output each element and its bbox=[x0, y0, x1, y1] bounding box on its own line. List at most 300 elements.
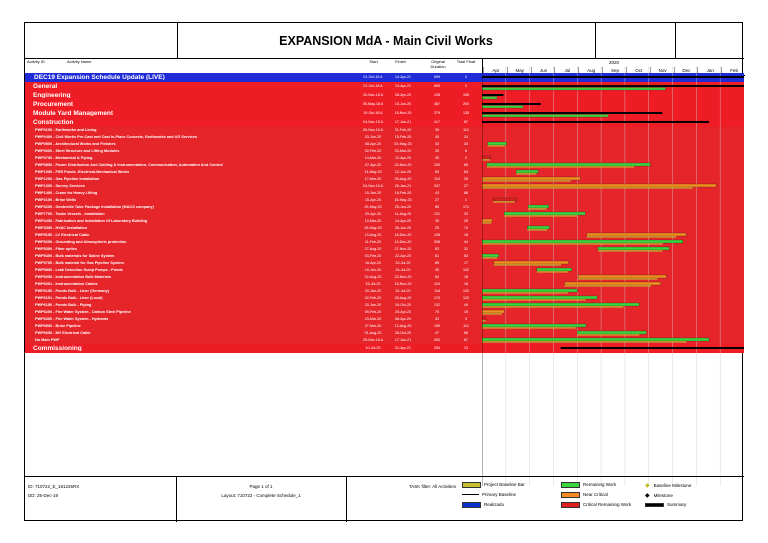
total-float: 18 bbox=[464, 282, 468, 286]
original-duration: 85 bbox=[435, 261, 439, 265]
original-duration: 347 bbox=[434, 184, 440, 188]
total-float: 200 bbox=[463, 102, 469, 106]
original-duration: 110 bbox=[434, 177, 440, 181]
total-float: 44 bbox=[464, 240, 468, 244]
original-duration: 33 bbox=[435, 317, 439, 321]
timeline-month: Aug bbox=[578, 67, 603, 75]
finish-date: 31-Jul-20 bbox=[395, 289, 411, 293]
start-date: 10-Jul-20 bbox=[365, 346, 381, 350]
timeline-month: Apr bbox=[483, 67, 508, 75]
total-float: 17 bbox=[464, 261, 468, 265]
original-duration: 83 bbox=[435, 247, 439, 251]
activity-name: Module Yard Management bbox=[33, 110, 114, 116]
activity-bar[interactable] bbox=[598, 247, 669, 250]
activity-name: PWP1300 - Survey Services bbox=[35, 184, 85, 188]
finish-date: 18-Nov-20 bbox=[394, 111, 412, 115]
activity-bar[interactable] bbox=[482, 156, 491, 159]
original-duration: 899 bbox=[434, 84, 440, 88]
original-duration: 84 bbox=[435, 275, 439, 279]
baseline-bar bbox=[482, 159, 490, 160]
logo-cell bbox=[25, 23, 178, 58]
baseline-bar bbox=[494, 264, 561, 265]
baseline-bar bbox=[482, 243, 663, 244]
activity-bar[interactable] bbox=[504, 212, 585, 215]
legend-label: Project Baseline Bar bbox=[484, 482, 525, 488]
total-float: 31 bbox=[464, 247, 468, 251]
activity-name: PWP5100 - LV Electrical Cable bbox=[35, 233, 90, 237]
original-duration: 43 bbox=[435, 191, 439, 195]
start-date: 28-May-20 bbox=[364, 226, 382, 230]
activity-name: PWP2400 - Fabrication and Installation Of Laboratory Building bbox=[35, 219, 148, 223]
total-float: 74 bbox=[464, 226, 468, 230]
start-date: 15-Jul-20 bbox=[365, 282, 381, 286]
start-date: 04-Nov-18 A bbox=[363, 184, 383, 188]
timeline-month: May bbox=[507, 67, 532, 75]
baseline-bar bbox=[482, 341, 686, 342]
original-duration: 39 bbox=[435, 128, 439, 132]
activity-bar[interactable] bbox=[482, 296, 597, 299]
finish-date: 28-Apr-20 bbox=[395, 93, 411, 97]
activity-name: Engineering bbox=[33, 92, 71, 98]
legend-item bbox=[645, 502, 686, 507]
summary-bar[interactable] bbox=[482, 76, 744, 78]
start-date: 02-Feb-20 bbox=[364, 296, 382, 300]
legend-swatch bbox=[462, 494, 479, 495]
legend-swatch bbox=[462, 482, 481, 488]
baseline-bar bbox=[516, 173, 536, 174]
original-duration: 104 bbox=[434, 282, 440, 286]
original-duration: 263 bbox=[434, 338, 440, 342]
title-block bbox=[25, 23, 744, 59]
start-date: 09-Feb-20 bbox=[364, 310, 382, 314]
baseline-bar bbox=[482, 320, 486, 321]
activity-name: PWP6101 - Ponds Bulk - Liner (Local) bbox=[35, 296, 103, 300]
col-header-activity-name: Activity Name bbox=[67, 59, 92, 64]
total-float: 86 bbox=[464, 191, 468, 195]
activity-name: PWP6001 - Instrumentation Cables bbox=[35, 282, 98, 286]
summary-bar[interactable] bbox=[482, 121, 709, 123]
finish-date: 18-Feb-20 bbox=[394, 191, 412, 195]
activity-name: General bbox=[33, 83, 58, 89]
original-duration: 128 bbox=[434, 233, 440, 237]
start-date: 27-Mar-20 bbox=[364, 324, 382, 328]
start-date: 01-Aug-20 bbox=[364, 331, 382, 335]
timeline-month: Oct bbox=[626, 67, 651, 75]
legend-item bbox=[561, 502, 631, 508]
legend-item bbox=[561, 482, 616, 488]
remaining-bar[interactable] bbox=[482, 115, 608, 118]
finish-date: 25-Jun-20 bbox=[394, 205, 412, 209]
original-duration: 230 bbox=[434, 163, 440, 167]
finish-date: 22-Apr-20 bbox=[395, 254, 411, 258]
finish-date: 14-Apr-20 bbox=[395, 219, 411, 223]
activity-name: PWP7700 - Tanks Vessels - Installation bbox=[35, 212, 105, 216]
col-header-orig-duration: Original Duration bbox=[430, 59, 446, 69]
original-duration: 899 bbox=[434, 75, 440, 79]
original-duration: 159 bbox=[434, 324, 440, 328]
legend-swatch: ◆ bbox=[645, 483, 650, 489]
activity-bar[interactable] bbox=[578, 275, 666, 278]
start-date: 17-Mar-20 bbox=[364, 177, 382, 181]
baseline-bar bbox=[587, 236, 676, 237]
start-date: 29-May-20 bbox=[364, 205, 382, 209]
legend-label: Baseline Milestone bbox=[653, 483, 692, 488]
page-title: EXPANSION MdA - Main Civil Works bbox=[279, 33, 493, 48]
total-float: 87 bbox=[464, 120, 468, 124]
original-duration: 85 bbox=[435, 205, 439, 209]
start-date: 14-May-20 bbox=[364, 170, 382, 174]
baseline-bar bbox=[493, 201, 514, 202]
start-date: 05-May-18 A bbox=[362, 102, 384, 106]
timeline-month: Sep bbox=[602, 67, 627, 75]
original-duration: 417 bbox=[434, 120, 440, 124]
footer-page: Page 1 of 1 bbox=[249, 484, 273, 489]
activity-name: PWP6300 - Fire Water System - Hydrants bbox=[35, 317, 109, 321]
start-date: 20-Jan-20 bbox=[364, 303, 382, 307]
activity-name: Commissioning bbox=[33, 345, 82, 351]
legend-item bbox=[645, 492, 673, 499]
start-date: 29-Nov-18 A bbox=[363, 338, 383, 342]
start-date: 05-Nov-18 A bbox=[363, 128, 383, 132]
total-float: 18 bbox=[464, 275, 468, 279]
activity-bar[interactable] bbox=[537, 268, 572, 271]
original-duration: 47 bbox=[435, 331, 439, 335]
finish-date: 20-Mar-20 bbox=[394, 149, 412, 153]
activity-bar[interactable] bbox=[482, 177, 580, 180]
activity-bar[interactable] bbox=[482, 303, 639, 306]
finish-date: 26-Aug-20 bbox=[394, 296, 412, 300]
legend-label: Near Critical bbox=[583, 492, 608, 498]
total-float: 33 bbox=[464, 212, 468, 216]
start-date: 01-Oct-18 A bbox=[363, 75, 383, 79]
total-float: 3 bbox=[465, 317, 467, 321]
total-float: 6 bbox=[465, 149, 467, 153]
finish-date: 11-Aug-20 bbox=[394, 212, 412, 216]
activity-name: PWP3200 - Geotextile Tube Package Installation (MACS company) bbox=[35, 205, 154, 209]
baseline-bar bbox=[577, 334, 639, 335]
legend-label: Summary bbox=[667, 502, 687, 507]
original-duration: 487 bbox=[434, 102, 440, 106]
finish-date: 14-Dec-20 bbox=[394, 240, 412, 244]
activity-bar[interactable] bbox=[493, 198, 517, 201]
activity-bar[interactable] bbox=[482, 338, 709, 341]
legend-swatch bbox=[561, 492, 580, 498]
timeline-month: Feb bbox=[721, 67, 746, 75]
activity-name: PWP6000 - Instrumentation Bulk Materials bbox=[35, 275, 111, 279]
baseline-bar bbox=[528, 208, 547, 209]
baseline-bar bbox=[482, 299, 586, 300]
legend-item bbox=[645, 482, 691, 489]
original-duration: 173 bbox=[434, 296, 440, 300]
activity-bar[interactable] bbox=[494, 261, 569, 264]
legend-item bbox=[462, 502, 504, 508]
col-header-finish: Finish bbox=[395, 59, 406, 64]
activity-name: PWP6100 - Ponds Bulk - Liner (Germany) bbox=[35, 289, 110, 293]
col-header-start: Start bbox=[369, 59, 378, 64]
total-float: 18 bbox=[464, 233, 468, 237]
activity-name: PWP1400 - Crane for Heavy Lifting bbox=[35, 191, 98, 195]
legend-item bbox=[561, 492, 608, 498]
original-duration: 128 bbox=[434, 93, 440, 97]
original-duration: 308 bbox=[434, 240, 440, 244]
footer-dd: DD: 25-Dec-19 bbox=[28, 493, 59, 498]
finish-date: 02-May-20 bbox=[394, 142, 412, 146]
baseline-bar bbox=[482, 292, 568, 293]
activity-name: PWP0700 - Mechanical & Piping bbox=[35, 156, 93, 160]
baseline-bar bbox=[527, 229, 547, 230]
finish-date: 23-Nov-20 bbox=[394, 275, 412, 279]
legend-label: Realizado bbox=[484, 502, 505, 508]
total-float: 34 bbox=[464, 142, 468, 146]
original-duration: 132 bbox=[434, 303, 440, 307]
activity-bar[interactable] bbox=[482, 289, 577, 292]
total-float: 171 bbox=[463, 205, 469, 209]
remaining-bar[interactable] bbox=[482, 106, 523, 109]
total-float: 2 bbox=[465, 156, 467, 160]
legend-footer bbox=[25, 476, 744, 522]
start-date: 03-Feb-20 bbox=[364, 254, 382, 258]
timeline-month: Nov bbox=[650, 67, 675, 75]
remaining-bar[interactable] bbox=[482, 88, 665, 91]
start-date: 10-Mar-20 bbox=[364, 219, 382, 223]
finish-date: 17-Jan-21 bbox=[394, 338, 412, 342]
activity-name: PWP0800 - Power Distribution And Cabling & Instrumentation, Communication, Automation And Control bbox=[35, 163, 223, 167]
original-duration: 33 bbox=[435, 142, 439, 146]
activity-name: PWP0600 - Steel Structure and Lifting Modules bbox=[35, 149, 120, 153]
finish-date: 26-Jan-21 bbox=[394, 184, 412, 188]
activity-bar[interactable] bbox=[488, 142, 507, 145]
original-duration: 118 bbox=[434, 289, 440, 293]
activity-name: PWP3300 - HVAC Installation bbox=[35, 226, 88, 230]
legend-swatch bbox=[561, 482, 580, 488]
total-float: 49 bbox=[464, 303, 468, 307]
summary-bar[interactable] bbox=[482, 103, 541, 105]
start-date: 20-Jan-20 bbox=[364, 289, 382, 293]
start-date: 16-Apr-20 bbox=[365, 261, 381, 265]
activity-bar[interactable] bbox=[587, 233, 686, 236]
footer-id: ID: 710722_E_191225RX bbox=[28, 484, 80, 489]
start-date: 15-Apr-20 bbox=[365, 198, 381, 202]
finish-date: 26-Jun-20 bbox=[394, 226, 412, 230]
original-duration: 379 bbox=[434, 111, 440, 115]
legend-items bbox=[462, 480, 744, 520]
summary-bar[interactable] bbox=[482, 85, 744, 87]
activity-name: No Main PWP bbox=[35, 338, 60, 342]
activity-bar[interactable] bbox=[482, 219, 492, 222]
finish-date: 12-Aug-20 bbox=[394, 324, 412, 328]
finish-date: 17-Jan-21 bbox=[394, 120, 412, 124]
legend-swatch bbox=[462, 502, 481, 508]
total-float: 64 bbox=[464, 170, 468, 174]
timeline-month: Dec bbox=[674, 67, 699, 75]
total-float: 0 bbox=[465, 84, 467, 88]
start-date: 14-Mar-20 bbox=[364, 156, 382, 160]
finish-date: 03-Nov-20 bbox=[394, 163, 412, 167]
original-duration: 27 bbox=[435, 198, 439, 202]
start-date: 27-Aug-20 bbox=[364, 247, 382, 251]
activity-bar[interactable] bbox=[527, 226, 549, 229]
activity-name: PWP6150 - Ponds Bulk - Piping bbox=[35, 303, 92, 307]
original-duration: 35 bbox=[435, 268, 439, 272]
baseline-bar bbox=[482, 222, 491, 223]
baseline-bar bbox=[482, 187, 693, 188]
activity-name: PWP2100 - Brine Wells bbox=[35, 198, 77, 202]
activity-bar[interactable] bbox=[516, 170, 538, 173]
start-date: 20-Nov-18 A bbox=[363, 93, 383, 97]
finish-date: 15-Feb-20 bbox=[394, 135, 412, 139]
legend-swatch bbox=[645, 503, 664, 507]
col-header-total-float: Total Float bbox=[456, 59, 476, 64]
start-date: 07-Apr-20 bbox=[365, 163, 381, 167]
start-date: 23-Mar-20 bbox=[364, 317, 382, 321]
activity-bar[interactable] bbox=[482, 184, 716, 187]
baseline-bar bbox=[487, 166, 634, 167]
baseline-bar bbox=[578, 278, 657, 279]
total-float: 120 bbox=[463, 289, 469, 293]
start-date: 02-Feb-20 bbox=[364, 149, 382, 153]
total-float: 24 bbox=[464, 135, 468, 139]
activity-bar[interactable] bbox=[482, 254, 499, 257]
legend-item bbox=[462, 482, 525, 488]
activity-bar[interactable] bbox=[577, 331, 646, 334]
original-duration: 65 bbox=[435, 170, 439, 174]
finish-date: 06-Apr-20 bbox=[395, 317, 411, 321]
timeline-year: 2020 bbox=[608, 60, 619, 65]
original-duration: 75 bbox=[435, 310, 439, 314]
total-float: 63 bbox=[464, 254, 468, 258]
finish-date: 05-Aug-20 bbox=[394, 177, 412, 181]
total-float: 102 bbox=[463, 268, 469, 272]
original-duration: 35 bbox=[435, 156, 439, 160]
finish-date: 27-Nov-20 bbox=[394, 247, 412, 251]
activity-name: DEC19 Expansion Schedule Update (LIVE) bbox=[34, 74, 165, 80]
original-duration: 254 bbox=[434, 346, 440, 350]
activity-name: PWP5400 - Bulk materials for Saline System bbox=[35, 254, 115, 258]
total-float: 27 bbox=[464, 184, 468, 188]
baseline-bar bbox=[565, 285, 651, 286]
total-float: 112 bbox=[463, 324, 469, 328]
timeline-month: Jul bbox=[554, 67, 579, 75]
activity-name: PWP0500 - Architectural Works and Finishes bbox=[35, 142, 116, 146]
legend-swatch: ◆ bbox=[645, 493, 650, 499]
total-float: 13 bbox=[464, 346, 468, 350]
finish-date: 31-Feb-20 bbox=[394, 128, 412, 132]
legend-swatch bbox=[561, 502, 580, 508]
activity-bar[interactable] bbox=[482, 324, 586, 327]
activity-bar[interactable] bbox=[565, 282, 661, 285]
finish-date: 29-Apr-20 bbox=[395, 310, 411, 314]
summary-bar[interactable] bbox=[561, 347, 744, 349]
legend-item bbox=[462, 492, 516, 497]
baseline-bar bbox=[504, 215, 577, 216]
finish-date: 01-Apr-21 bbox=[395, 346, 411, 350]
legend-label: Remaining Work bbox=[583, 482, 617, 488]
activity-name: PWP6200 - Fire Water System - Carbon Steel Pipeline bbox=[35, 310, 131, 314]
legend-label: Milestone bbox=[653, 493, 673, 498]
baseline-bar bbox=[537, 271, 568, 272]
activity-bar[interactable] bbox=[487, 163, 651, 166]
finish-date: 15-Jun-20 bbox=[394, 102, 412, 106]
baseline-bar bbox=[482, 180, 571, 181]
activity-name: PWP1200 - Gas Pipeline Installation bbox=[35, 177, 100, 181]
activity-name: PWP1000 - FSR Ponds -Electrical-Mechanical Works bbox=[35, 170, 130, 174]
finish-date: 28-Oct-20 bbox=[395, 331, 411, 335]
start-date: 13-Aug-20 bbox=[364, 233, 382, 237]
finish-date: 19-Oct-20 bbox=[395, 303, 411, 307]
start-date: 10-Jun-20 bbox=[364, 268, 382, 272]
original-duration: 61 bbox=[435, 254, 439, 258]
finish-date: 15-May-20 bbox=[394, 198, 412, 202]
total-float: 112 bbox=[463, 128, 469, 132]
baseline-bar bbox=[482, 327, 576, 328]
original-duration: 35 bbox=[435, 219, 439, 223]
total-float: 155 bbox=[463, 93, 469, 97]
remaining-bar[interactable] bbox=[482, 97, 497, 100]
finish-date: 24-Jul-20 bbox=[395, 268, 411, 272]
activity-bar[interactable] bbox=[482, 240, 683, 243]
gantt-chart bbox=[482, 66, 744, 486]
total-float: 19 bbox=[464, 310, 468, 314]
start-date: 08-Apr-20 bbox=[365, 142, 381, 146]
finish-date: 14-Apr-21 bbox=[395, 75, 411, 79]
total-float: 87 bbox=[464, 338, 468, 342]
total-float: 1 bbox=[465, 198, 467, 202]
schedule-page bbox=[24, 22, 743, 521]
finish-date: 12-Apr-20 bbox=[395, 156, 411, 160]
original-duration: 30 bbox=[435, 149, 439, 153]
activity-name: PWP5800 - Leak Detection Sump Pumps - Ponds bbox=[35, 268, 123, 272]
start-date: 03-Jun-20 bbox=[364, 135, 382, 139]
original-duration: 45 bbox=[435, 135, 439, 139]
total-float: 25 bbox=[464, 219, 468, 223]
start-date: 04-Nov-18 A bbox=[363, 120, 383, 124]
original-duration: 25 bbox=[435, 226, 439, 230]
summary-bar[interactable] bbox=[482, 112, 662, 114]
baseline-bar bbox=[482, 306, 623, 307]
activity-bar[interactable] bbox=[482, 317, 486, 320]
start-date: 02-Aug-20 bbox=[364, 275, 382, 279]
activity-name: PWP0400 - Civil Works Pre-Cast and Cast In-Place Concrete, Earthworks and UG Services bbox=[35, 135, 197, 139]
activity-bar[interactable] bbox=[528, 205, 549, 208]
footer-filter: TASK filter: All Activities bbox=[408, 484, 456, 489]
footer-layout: Layout: 710722 - Complete Schedule_1 bbox=[221, 493, 301, 498]
total-float: 65 bbox=[464, 163, 468, 167]
activity-name: PWP5300 - Fiber optics bbox=[35, 247, 77, 251]
start-date: 29-Apr-20 bbox=[365, 212, 381, 216]
timeline-month: Jan bbox=[697, 67, 722, 75]
col-header-activity-id: Activity ID bbox=[27, 59, 45, 64]
finish-date: 20-Jul-20 bbox=[395, 261, 411, 265]
timeline-month: Jun bbox=[531, 67, 556, 75]
start-date: 11-Feb-20 bbox=[364, 240, 382, 244]
activity-name: PWP5200 - Grounding and Atmospheric protection bbox=[35, 240, 127, 244]
activity-bar[interactable] bbox=[482, 310, 504, 313]
activity-name: Procurement bbox=[33, 101, 74, 107]
total-float: 25 bbox=[464, 177, 468, 181]
total-float: 120 bbox=[463, 296, 469, 300]
finish-date: 16-Nov-20 bbox=[394, 282, 412, 286]
total-float: 135 bbox=[463, 111, 469, 115]
legend-label: Critical Remaining Work bbox=[583, 502, 632, 508]
baseline-bar bbox=[488, 145, 505, 146]
start-date: 01-Oct-18 A bbox=[363, 84, 383, 88]
original-duration: 131 bbox=[434, 212, 440, 216]
baseline-bar bbox=[482, 313, 502, 314]
summary-bar[interactable] bbox=[482, 94, 503, 96]
start-date: 19-Oct-18 A bbox=[363, 111, 383, 115]
activity-name: PWP0100 - Earthworks and Lining bbox=[35, 128, 97, 132]
baseline-bar bbox=[482, 257, 497, 258]
